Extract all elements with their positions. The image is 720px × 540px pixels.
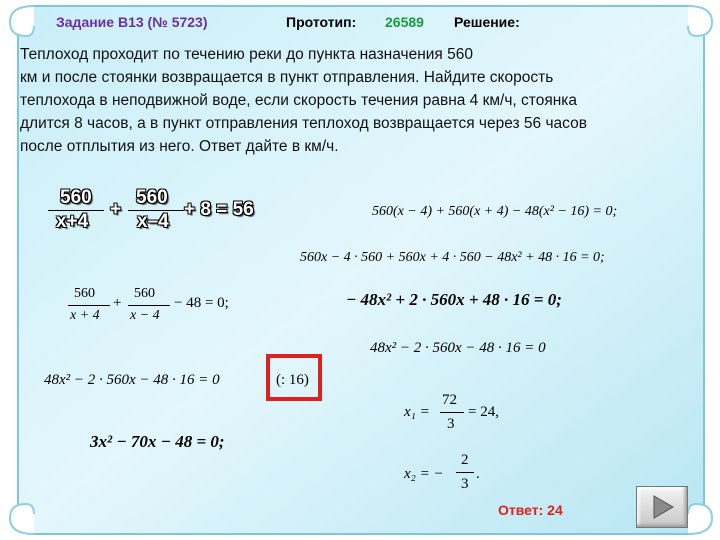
main-den2: x–4 — [137, 211, 169, 232]
problem-line: Теплоход проходит по течению реки до пункта назначения 560 — [20, 46, 473, 63]
right-step-1: 560(x − 4) + 560(x + 4) − 48(x² − 16) = 0; — [372, 204, 618, 219]
task-label: Задание B13 (№ 5723) — [56, 14, 208, 30]
eq2-den2: x − 4 — [130, 308, 160, 323]
main-plus: + — [110, 199, 122, 220]
x2-den: 3 — [461, 476, 469, 492]
play-arrow-icon — [637, 487, 687, 527]
fraction-bar — [68, 305, 110, 306]
problem-text — [20, 43, 700, 158]
x2-lhs: x₂ = − — [404, 466, 444, 482]
x2-num: 2 — [461, 452, 469, 468]
prototype-label: Прототип: — [286, 14, 357, 30]
solution-label: Решение: — [454, 14, 520, 30]
main-num1: 560 — [60, 187, 92, 208]
x1-rhs: = 24, — [468, 404, 499, 420]
eq2-num2: 560 — [134, 286, 155, 301]
x2-rhs: . — [476, 466, 480, 482]
x1-num: 72 — [442, 392, 457, 408]
right-step-4: 48x² − 2 · 560x − 48 · 16 = 0 — [370, 340, 546, 356]
x1-lhs: x₁ = — [404, 404, 430, 420]
main-rest: + 8 = 56 — [184, 199, 254, 220]
eq2-rest: − 48 = 0; — [174, 295, 229, 311]
problem-line: км и после стоянки возвращается в пункт отправления. Найдите скорость — [20, 69, 554, 86]
prototype-number[interactable]: 26589 — [385, 14, 424, 30]
divide-note: (: 16) — [276, 372, 309, 388]
problem-line: после отплытия из него. Ответ дайте в км/ч. — [20, 138, 339, 155]
eq2-op1: + — [113, 295, 122, 311]
x1-den: 3 — [447, 416, 455, 432]
right-step-3: − 48x² + 2 · 560x + 48 · 16 = 0; — [346, 290, 562, 309]
fraction-bar — [128, 305, 170, 306]
answer-text: Ответ: 24 — [498, 502, 563, 518]
fraction-bar — [456, 472, 474, 473]
equation-step-4: 3x² − 70x − 48 = 0; — [90, 432, 225, 451]
main-den1: x+4 — [56, 211, 89, 232]
eq2-num1: 560 — [74, 286, 95, 301]
main-num2: 560 — [136, 187, 168, 208]
fraction-bar — [440, 412, 464, 413]
problem-line: длится 8 часов, а в пункт отправления теплоход возвращается через 56 часов — [20, 115, 587, 132]
next-slide-button[interactable] — [636, 486, 688, 528]
problem-line: теплохода в неподвижной воде, если скорость течения равна 4 км/ч, стоянка — [20, 92, 578, 109]
right-step-2: 560x − 4 · 560 + 560x + 4 · 560 − 48x² + 48 · 16 = 0; — [300, 250, 605, 265]
equation-step-3: 48x² − 2 · 560x − 48 · 16 = 0 — [44, 372, 220, 388]
eq2-den1: x + 4 — [70, 308, 100, 323]
